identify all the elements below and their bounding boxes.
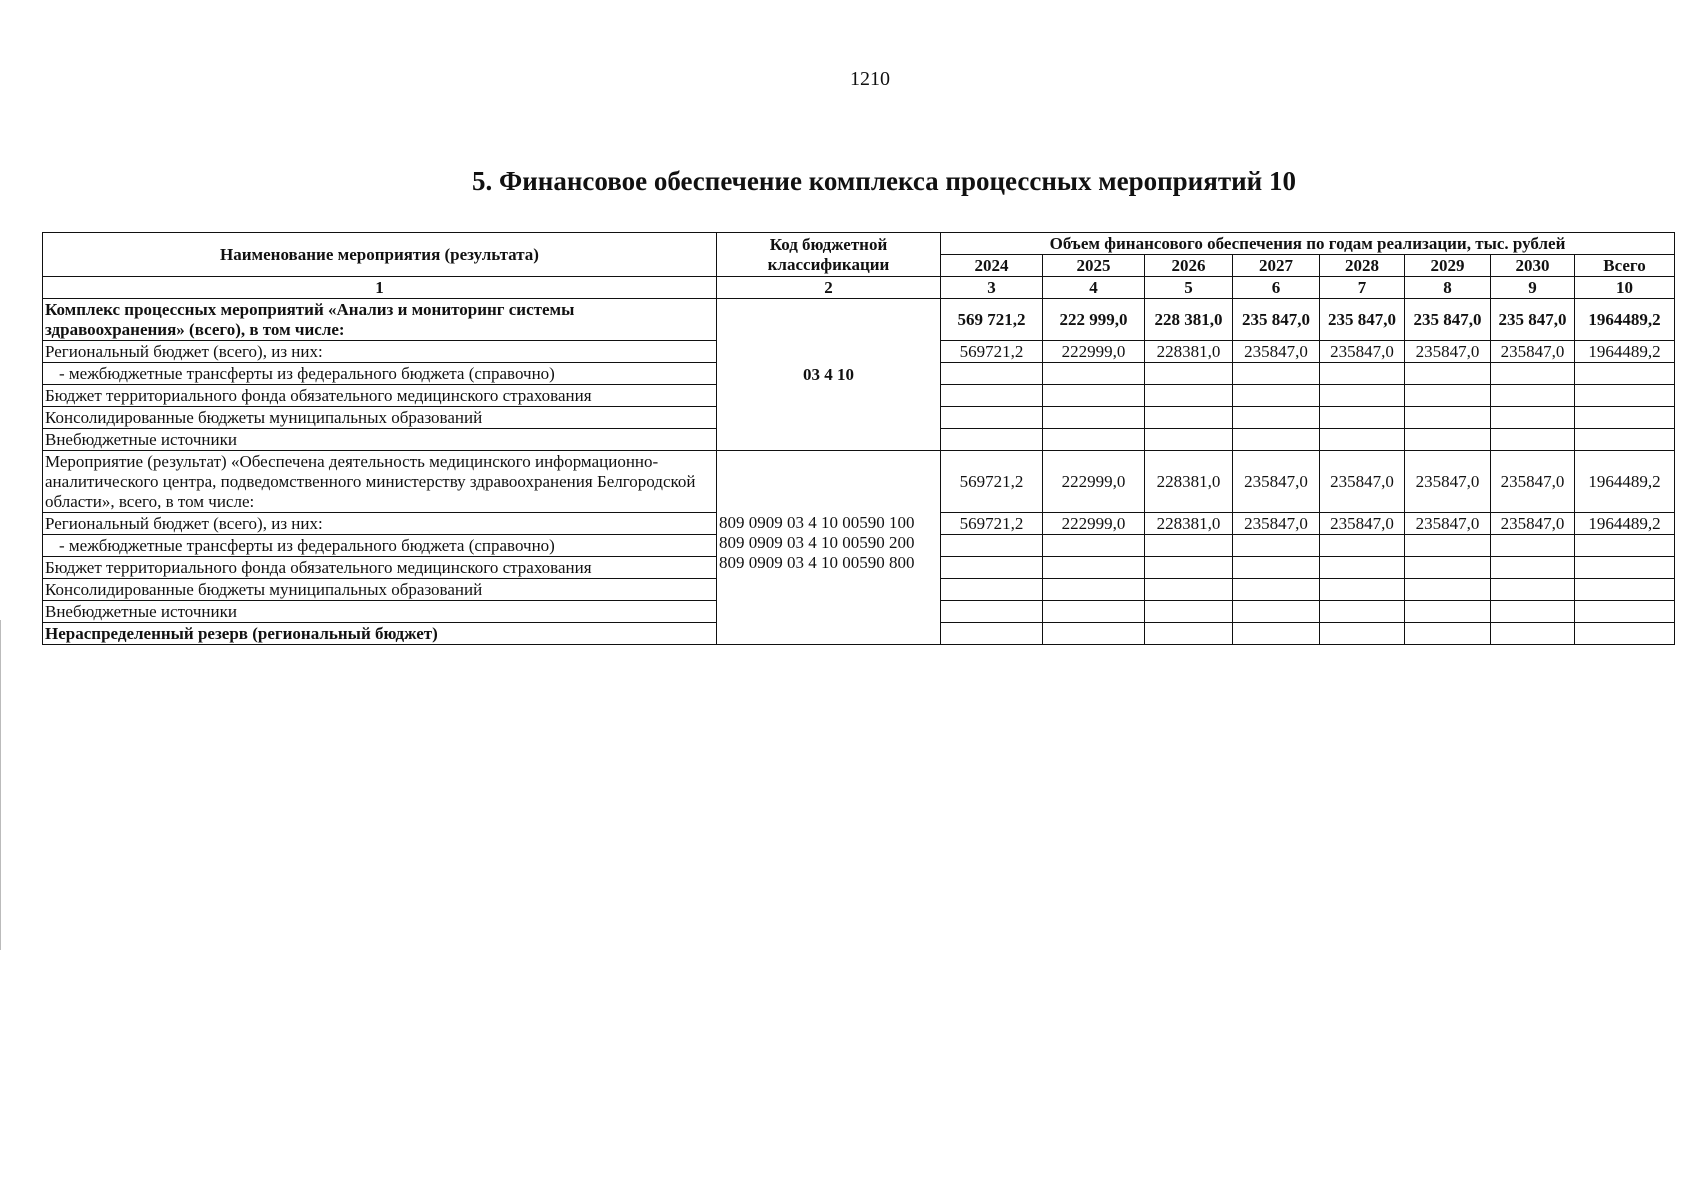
scan-edge-mark bbox=[0, 620, 3, 950]
empty-cell bbox=[1145, 363, 1233, 385]
header-total: Всего bbox=[1575, 255, 1675, 277]
empty-cell bbox=[941, 385, 1043, 407]
empty-cell bbox=[1233, 407, 1320, 429]
empty-cell bbox=[1575, 535, 1675, 557]
header-name: Наименование мероприятия (результата) bbox=[43, 233, 717, 277]
empty-cell bbox=[1145, 407, 1233, 429]
empty-cell bbox=[1233, 557, 1320, 579]
empty-cell bbox=[941, 363, 1043, 385]
budget-codes bbox=[717, 451, 941, 645]
empty-cell bbox=[1575, 385, 1675, 407]
col-number: 3 bbox=[941, 277, 1043, 299]
budget-code: 809 0909 03 4 10 00590 800 bbox=[719, 553, 915, 572]
empty-cell bbox=[1575, 557, 1675, 579]
empty-cell bbox=[1233, 579, 1320, 601]
empty-cell bbox=[1405, 363, 1491, 385]
empty-cell bbox=[1145, 557, 1233, 579]
row-name: Нераспределенный резерв (региональный бюджет) bbox=[43, 623, 717, 645]
empty-cell bbox=[1043, 623, 1145, 645]
empty-cell bbox=[1320, 623, 1405, 645]
budget-code: 809 0909 03 4 10 00590 200 bbox=[719, 533, 915, 552]
value-cell: 235847,0 bbox=[1233, 513, 1320, 535]
row-name: Внебюджетные источники bbox=[43, 429, 717, 451]
col-number: 5 bbox=[1145, 277, 1233, 299]
empty-cell bbox=[1233, 363, 1320, 385]
value-cell: 235847,0 bbox=[1491, 341, 1575, 363]
empty-cell bbox=[1491, 407, 1575, 429]
col-number: 10 bbox=[1575, 277, 1675, 299]
empty-cell bbox=[1043, 535, 1145, 557]
row-name: Мероприятие (результат) «Обеспечена деятельность медицинского информационно-аналитического центра, подведомственного министерству здравоохранения Белгородской области», всего, в том числе: bbox=[43, 451, 717, 513]
page-number: 1210 bbox=[850, 68, 890, 90]
empty-cell bbox=[1043, 601, 1145, 623]
empty-cell bbox=[1575, 363, 1675, 385]
financing-table bbox=[42, 232, 1675, 645]
empty-cell bbox=[1145, 385, 1233, 407]
col-number: 6 bbox=[1233, 277, 1320, 299]
value-cell: 222999,0 bbox=[1043, 513, 1145, 535]
empty-cell bbox=[1491, 535, 1575, 557]
empty-cell bbox=[941, 535, 1043, 557]
empty-cell bbox=[1145, 579, 1233, 601]
value-cell: 235 847,0 bbox=[1491, 299, 1575, 341]
empty-cell bbox=[1491, 579, 1575, 601]
empty-cell bbox=[1320, 429, 1405, 451]
empty-cell bbox=[1575, 429, 1675, 451]
header-year: 2028 bbox=[1320, 255, 1405, 277]
budget-code: 03 4 10 bbox=[717, 299, 941, 451]
empty-cell bbox=[1145, 601, 1233, 623]
empty-cell bbox=[1043, 429, 1145, 451]
value-cell: 228381,0 bbox=[1145, 341, 1233, 363]
empty-cell bbox=[1491, 601, 1575, 623]
empty-cell bbox=[1043, 363, 1145, 385]
empty-cell bbox=[1405, 429, 1491, 451]
value-cell: 235847,0 bbox=[1405, 341, 1491, 363]
empty-cell bbox=[1405, 407, 1491, 429]
empty-cell bbox=[1491, 623, 1575, 645]
empty-cell bbox=[1405, 579, 1491, 601]
value-cell: 235847,0 bbox=[1491, 513, 1575, 535]
value-cell: 235 847,0 bbox=[1405, 299, 1491, 341]
header-year: 2030 bbox=[1491, 255, 1575, 277]
col-number: 2 bbox=[717, 277, 941, 299]
value-cell: 235847,0 bbox=[1320, 451, 1405, 513]
empty-cell bbox=[941, 601, 1043, 623]
row-name: - межбюджетные трансферты из федерального бюджета (справочно) bbox=[43, 363, 717, 385]
col-number: 9 bbox=[1491, 277, 1575, 299]
value-cell: 569721,2 bbox=[941, 451, 1043, 513]
value-cell: 235847,0 bbox=[1405, 513, 1491, 535]
empty-cell bbox=[1233, 429, 1320, 451]
row-name: Консолидированные бюджеты муниципальных образований bbox=[43, 407, 717, 429]
empty-cell bbox=[1043, 385, 1145, 407]
value-cell: 235847,0 bbox=[1405, 451, 1491, 513]
row-name: Консолидированные бюджеты муниципальных образований bbox=[43, 579, 717, 601]
empty-cell bbox=[941, 429, 1043, 451]
empty-cell bbox=[1320, 601, 1405, 623]
value-cell: 228381,0 bbox=[1145, 513, 1233, 535]
value-cell: 228 381,0 bbox=[1145, 299, 1233, 341]
empty-cell bbox=[1575, 623, 1675, 645]
col-number: 4 bbox=[1043, 277, 1145, 299]
value-cell: 1964489,2 bbox=[1575, 451, 1675, 513]
value-cell: 235847,0 bbox=[1320, 513, 1405, 535]
empty-cell bbox=[1491, 557, 1575, 579]
row-name: Региональный бюджет (всего), из них: bbox=[43, 513, 717, 535]
row-name: Бюджет территориального фонда обязательного медицинского страхования bbox=[43, 557, 717, 579]
empty-cell bbox=[941, 623, 1043, 645]
header-year: 2027 bbox=[1233, 255, 1320, 277]
value-cell: 1964489,2 bbox=[1575, 299, 1675, 341]
value-cell: 569721,2 bbox=[941, 341, 1043, 363]
value-cell: 1964489,2 bbox=[1575, 341, 1675, 363]
header-year: 2025 bbox=[1043, 255, 1145, 277]
value-cell: 235847,0 bbox=[1320, 341, 1405, 363]
empty-cell bbox=[1043, 579, 1145, 601]
empty-cell bbox=[1575, 407, 1675, 429]
value-cell: 569721,2 bbox=[941, 513, 1043, 535]
empty-cell bbox=[1320, 579, 1405, 601]
empty-cell bbox=[1320, 535, 1405, 557]
value-cell: 222999,0 bbox=[1043, 451, 1145, 513]
table-row bbox=[43, 451, 1675, 513]
empty-cell bbox=[1405, 623, 1491, 645]
empty-cell bbox=[941, 557, 1043, 579]
row-name: Региональный бюджет (всего), из них: bbox=[43, 341, 717, 363]
value-cell: 235 847,0 bbox=[1320, 299, 1405, 341]
empty-cell bbox=[1233, 601, 1320, 623]
empty-cell bbox=[1320, 557, 1405, 579]
value-cell: 228381,0 bbox=[1145, 451, 1233, 513]
header-year: 2029 bbox=[1405, 255, 1491, 277]
empty-cell bbox=[1233, 385, 1320, 407]
empty-cell bbox=[1575, 601, 1675, 623]
value-cell: 235847,0 bbox=[1491, 451, 1575, 513]
budget-code: 809 0909 03 4 10 00590 100 bbox=[719, 513, 915, 532]
empty-cell bbox=[1575, 579, 1675, 601]
header-year: 2026 bbox=[1145, 255, 1233, 277]
value-cell: 235847,0 bbox=[1233, 451, 1320, 513]
col-number: 1 bbox=[43, 277, 717, 299]
value-cell: 235 847,0 bbox=[1233, 299, 1320, 341]
table-row bbox=[43, 299, 1675, 341]
empty-cell bbox=[1320, 385, 1405, 407]
value-cell: 222999,0 bbox=[1043, 341, 1145, 363]
row-name: Внебюджетные источники bbox=[43, 601, 717, 623]
header-year: 2024 bbox=[941, 255, 1043, 277]
value-cell: 235847,0 bbox=[1233, 341, 1320, 363]
row-name: Комплекс процессных мероприятий «Анализ и мониторинг системы здравоохранения» (всего), в том числе: bbox=[43, 299, 717, 341]
empty-cell bbox=[1233, 535, 1320, 557]
empty-cell bbox=[1145, 429, 1233, 451]
empty-cell bbox=[941, 407, 1043, 429]
empty-cell bbox=[1145, 623, 1233, 645]
col-number: 8 bbox=[1405, 277, 1491, 299]
empty-cell bbox=[1491, 385, 1575, 407]
empty-cell bbox=[1043, 407, 1145, 429]
empty-cell bbox=[1491, 429, 1575, 451]
col-number: 7 bbox=[1320, 277, 1405, 299]
value-cell: 569 721,2 bbox=[941, 299, 1043, 341]
empty-cell bbox=[1320, 407, 1405, 429]
empty-cell bbox=[1043, 557, 1145, 579]
value-cell: 222 999,0 bbox=[1043, 299, 1145, 341]
row-name: - межбюджетные трансферты из федерального бюджета (справочно) bbox=[43, 535, 717, 557]
empty-cell bbox=[1405, 557, 1491, 579]
section-title: 5. Финансовое обеспечение комплекса процессных мероприятий 10 bbox=[472, 166, 1296, 196]
empty-cell bbox=[1233, 623, 1320, 645]
header-code: Код бюджетной классификации bbox=[717, 233, 941, 277]
empty-cell bbox=[1491, 363, 1575, 385]
empty-cell bbox=[1405, 601, 1491, 623]
row-name: Бюджет территориального фонда обязательного медицинского страхования bbox=[43, 385, 717, 407]
value-cell: 1964489,2 bbox=[1575, 513, 1675, 535]
header-volume: Объем финансового обеспечения по годам реализации, тыс. рублей bbox=[941, 233, 1675, 255]
empty-cell bbox=[941, 579, 1043, 601]
empty-cell bbox=[1405, 385, 1491, 407]
empty-cell bbox=[1320, 363, 1405, 385]
empty-cell bbox=[1405, 535, 1491, 557]
empty-cell bbox=[1145, 535, 1233, 557]
